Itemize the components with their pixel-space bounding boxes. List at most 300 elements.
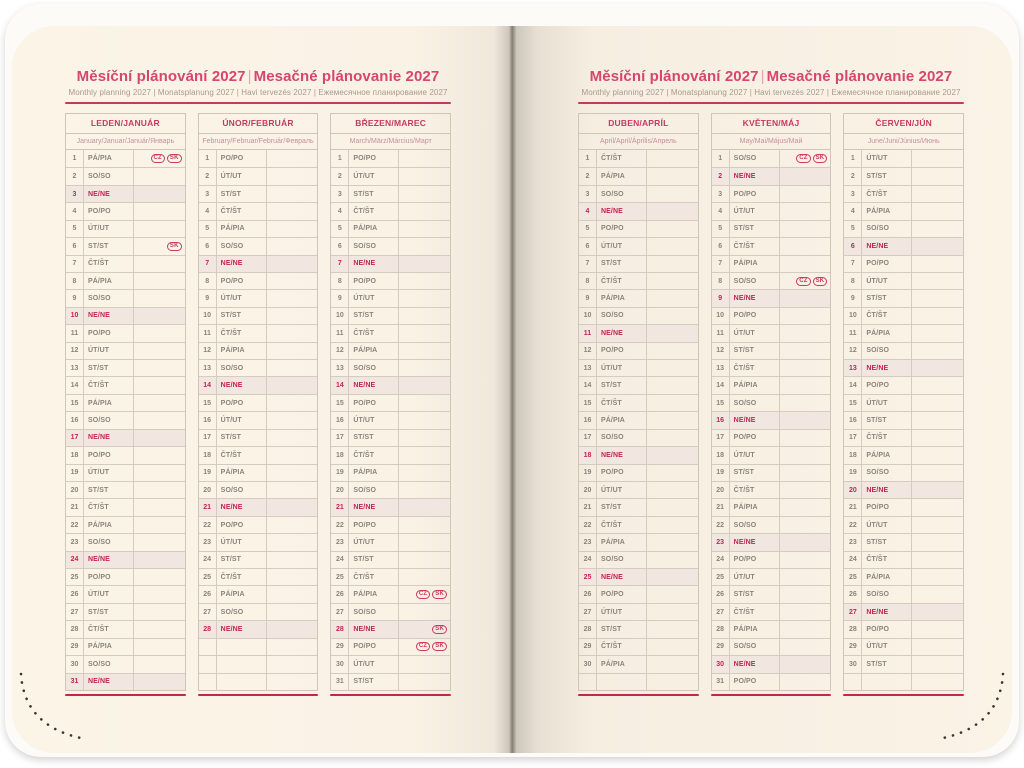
day-abbreviation: NE/NE <box>730 534 780 550</box>
day-number: 14 <box>66 377 84 393</box>
notes-cell <box>912 186 963 202</box>
day-abbreviation: PÁ/PIA <box>597 656 647 672</box>
day-row <box>712 673 831 690</box>
day-row <box>199 429 318 446</box>
day-abbreviation: ÚT/UT <box>217 290 267 306</box>
day-row <box>844 638 963 655</box>
notes-cell <box>647 499 698 515</box>
notes-cell <box>399 325 450 341</box>
day-abbreviation: ČT/ŠT <box>217 569 267 585</box>
month-subtitle: April/April/Április/Апрель <box>579 134 698 150</box>
day-number: 19 <box>199 465 217 481</box>
day-row <box>331 342 450 359</box>
day-row <box>844 324 963 341</box>
day-number: 9 <box>331 290 349 306</box>
day-abbreviation: SO/SO <box>730 395 780 411</box>
day-number: 12 <box>66 343 84 359</box>
day-number: 23 <box>579 534 597 550</box>
day-row <box>66 603 185 620</box>
day-row <box>844 568 963 585</box>
day-row <box>579 429 698 446</box>
day-abbreviation: ÚT/UT <box>84 343 134 359</box>
day-abbreviation: PO/PO <box>84 325 134 341</box>
notes-cell <box>912 238 963 254</box>
day-abbreviation: ÚT/UT <box>217 168 267 184</box>
day-number: 12 <box>844 343 862 359</box>
day-row <box>712 533 831 550</box>
notes-cell <box>267 273 318 289</box>
day-abbreviation: ÚT/UT <box>84 586 134 602</box>
day-number: 27 <box>66 604 84 620</box>
day-number: 1 <box>844 150 862 167</box>
day-number: 17 <box>712 430 730 446</box>
day-abbreviation: NE/NE <box>597 203 647 219</box>
day-number: 4 <box>712 203 730 219</box>
stitch-dots-bottom-right <box>932 672 1010 750</box>
notes-cell <box>267 150 318 167</box>
day-number: 11 <box>199 325 217 341</box>
notes-cell <box>267 377 318 393</box>
notes-cell <box>912 256 963 272</box>
day-abbreviation: NE/NE <box>217 621 267 637</box>
day-abbreviation: ST/ST <box>84 482 134 498</box>
day-abbreviation: ST/ST <box>349 552 399 568</box>
day-row <box>844 533 963 550</box>
day-abbreviation: NE/NE <box>862 238 912 254</box>
notes-cell <box>399 499 450 515</box>
day-abbreviation: PO/PO <box>597 465 647 481</box>
day-number: 4 <box>844 203 862 219</box>
notes-cell <box>267 639 318 655</box>
day-row <box>712 167 831 184</box>
day-number: 5 <box>579 221 597 237</box>
day-row <box>66 655 185 672</box>
day-number: 17 <box>844 430 862 446</box>
day-abbreviation: PO/PO <box>217 150 267 167</box>
day-number: 2 <box>844 168 862 184</box>
day-row <box>199 498 318 515</box>
day-row <box>579 446 698 463</box>
day-number: 10 <box>844 308 862 324</box>
notes-cell <box>647 621 698 637</box>
day-row <box>199 359 318 376</box>
day-number: 4 <box>199 203 217 219</box>
day-number: 28 <box>579 621 597 637</box>
day-number: 29 <box>712 639 730 655</box>
notes-cell <box>912 360 963 376</box>
empty-row <box>579 673 698 690</box>
day-abbreviation: PO/PO <box>597 343 647 359</box>
notes-cell <box>780 552 831 568</box>
day-abbreviation: ČT/ŠT <box>217 203 267 219</box>
notes-cell <box>780 360 831 376</box>
day-row <box>66 446 185 463</box>
empty-row <box>199 655 318 672</box>
day-number: 1 <box>199 150 217 167</box>
notes-cell <box>267 308 318 324</box>
notes-cell <box>912 308 963 324</box>
day-row <box>844 359 963 376</box>
notes-cell <box>267 256 318 272</box>
day-row <box>66 359 185 376</box>
notes-cell <box>647 674 698 690</box>
day-row <box>712 342 831 359</box>
day-number: 26 <box>844 586 862 602</box>
day-row <box>199 620 318 637</box>
holiday-badge-cz: CZ <box>416 590 430 599</box>
day-number: 18 <box>331 447 349 463</box>
notes-cell <box>912 290 963 306</box>
day-number: 27 <box>199 604 217 620</box>
notes-cell <box>780 186 831 202</box>
day-row <box>66 394 185 411</box>
holiday-badge-sk: SK <box>813 154 828 163</box>
day-row <box>712 359 831 376</box>
month-name: LEDEN/JANUÁR <box>66 114 185 134</box>
day-abbreviation: PÁ/PIA <box>84 517 134 533</box>
day-abbreviation: PÁ/PIA <box>862 203 912 219</box>
notes-cell <box>780 150 831 167</box>
day-number: 15 <box>844 395 862 411</box>
day-abbreviation: ST/ST <box>597 377 647 393</box>
day-abbreviation: PÁ/PIA <box>597 534 647 550</box>
notes-cell <box>912 656 963 672</box>
day-number: 8 <box>199 273 217 289</box>
holiday-badge-sk: SK <box>167 154 182 163</box>
day-abbreviation: SO/SO <box>349 360 399 376</box>
day-abbreviation: PÁ/PIA <box>730 377 780 393</box>
day-number: 30 <box>66 656 84 672</box>
day-row <box>66 324 185 341</box>
day-abbreviation: ÚT/UT <box>862 150 912 167</box>
day-abbreviation: NE/NE <box>84 186 134 202</box>
day-number: 16 <box>844 412 862 428</box>
month-day-rows <box>579 150 698 690</box>
day-row <box>844 446 963 463</box>
day-abbreviation: SO/SO <box>730 273 780 289</box>
day-abbreviation: PÁ/PIA <box>349 586 399 602</box>
day-abbreviation: ÚT/UT <box>862 517 912 533</box>
month-table-january <box>65 113 186 696</box>
day-row <box>66 498 185 515</box>
month-day-rows <box>199 150 318 690</box>
day-number: 16 <box>712 412 730 428</box>
holiday-badge-cz: CZ <box>796 154 810 163</box>
notes-cell <box>399 186 450 202</box>
notes-cell <box>134 447 185 463</box>
day-number: 2 <box>579 168 597 184</box>
day-abbreviation: PO/PO <box>862 377 912 393</box>
day-row <box>331 167 450 184</box>
notes-cell <box>780 482 831 498</box>
day-number: 4 <box>331 203 349 219</box>
day-number: 30 <box>331 656 349 672</box>
day-abbreviation: SO/SO <box>349 238 399 254</box>
day-abbreviation: ČT/ŠT <box>730 360 780 376</box>
notes-cell <box>267 552 318 568</box>
day-abbreviation: PO/PO <box>862 499 912 515</box>
day-number <box>199 639 217 655</box>
notes-cell <box>399 360 450 376</box>
day-row <box>66 289 185 306</box>
day-abbreviation: ST/ST <box>730 221 780 237</box>
notes-cell <box>267 238 318 254</box>
day-number: 30 <box>844 656 862 672</box>
day-abbreviation: PO/PO <box>597 586 647 602</box>
notes-cell <box>780 674 831 690</box>
day-number: 18 <box>579 447 597 463</box>
day-row <box>844 429 963 446</box>
day-abbreviation: PO/PO <box>217 395 267 411</box>
day-number: 29 <box>331 639 349 655</box>
day-number: 29 <box>579 639 597 655</box>
day-number: 29 <box>844 639 862 655</box>
day-number: 16 <box>66 412 84 428</box>
day-abbreviation: ČT/ŠT <box>730 238 780 254</box>
day-abbreviation: PÁ/PIA <box>84 639 134 655</box>
day-row <box>66 185 185 202</box>
day-abbreviation: SO/SO <box>349 604 399 620</box>
day-number: 1 <box>579 150 597 167</box>
day-row <box>331 568 450 585</box>
day-row <box>712 394 831 411</box>
day-number: 28 <box>66 621 84 637</box>
day-number: 31 <box>712 674 730 690</box>
notes-cell <box>912 447 963 463</box>
notes-cell <box>267 465 318 481</box>
notes-cell <box>267 430 318 446</box>
notes-cell <box>780 308 831 324</box>
day-row <box>579 150 698 167</box>
day-number: 22 <box>712 517 730 533</box>
month-day-rows <box>712 150 831 690</box>
day-number: 3 <box>66 186 84 202</box>
day-number: 30 <box>579 656 597 672</box>
day-row <box>844 464 963 481</box>
day-number: 27 <box>712 604 730 620</box>
day-number <box>579 674 597 690</box>
notes-cell <box>780 639 831 655</box>
month-table-march <box>330 113 451 696</box>
notes-cell <box>134 430 185 446</box>
day-row <box>579 255 698 272</box>
day-number: 2 <box>66 168 84 184</box>
holiday-badge-sk: SK <box>813 277 828 286</box>
day-number: 7 <box>844 256 862 272</box>
day-row <box>844 394 963 411</box>
day-row <box>199 394 318 411</box>
day-row <box>579 220 698 237</box>
day-abbreviation: ČT/ŠT <box>84 377 134 393</box>
notes-cell <box>399 377 450 393</box>
day-abbreviation: PO/PO <box>597 221 647 237</box>
notes-cell <box>912 465 963 481</box>
day-row <box>579 185 698 202</box>
day-number: 31 <box>66 674 84 690</box>
day-row <box>712 603 831 620</box>
day-row <box>579 638 698 655</box>
day-number: 4 <box>579 203 597 219</box>
day-number: 6 <box>844 238 862 254</box>
notes-cell <box>780 586 831 602</box>
day-abbreviation: NE/NE <box>84 674 134 690</box>
day-row <box>331 429 450 446</box>
notes-cell <box>912 395 963 411</box>
day-row <box>579 655 698 672</box>
day-row <box>66 638 185 655</box>
notes-cell <box>780 534 831 550</box>
day-row <box>331 394 450 411</box>
notes-cell <box>399 343 450 359</box>
day-row <box>199 551 318 568</box>
notes-cell <box>647 552 698 568</box>
day-row <box>712 585 831 602</box>
day-abbreviation: ST/ST <box>349 186 399 202</box>
day-abbreviation: ÚT/UT <box>597 482 647 498</box>
notes-cell <box>912 639 963 655</box>
day-abbreviation <box>862 674 912 690</box>
day-row <box>331 585 450 602</box>
day-abbreviation: ČT/ŠT <box>730 482 780 498</box>
day-abbreviation: SO/SO <box>84 412 134 428</box>
month-name: ČERVEN/JÚN <box>844 114 963 134</box>
notes-cell <box>780 168 831 184</box>
day-row <box>331 237 450 254</box>
day-abbreviation: ČT/ŠT <box>862 308 912 324</box>
day-abbreviation: SO/SO <box>217 482 267 498</box>
day-abbreviation: SO/SO <box>597 186 647 202</box>
notes-cell <box>647 569 698 585</box>
day-abbreviation: PÁ/PIA <box>217 343 267 359</box>
day-abbreviation: ČT/ŠT <box>217 447 267 463</box>
day-number: 20 <box>579 482 597 498</box>
day-row <box>712 620 831 637</box>
day-number: 23 <box>844 534 862 550</box>
notes-cell <box>912 221 963 237</box>
day-abbreviation: SO/SO <box>862 343 912 359</box>
notes-cell <box>780 604 831 620</box>
notes-cell <box>399 517 450 533</box>
notes-cell <box>267 674 318 690</box>
day-abbreviation: NE/NE <box>84 552 134 568</box>
day-abbreviation: ČT/ŠT <box>217 325 267 341</box>
day-row <box>66 255 185 272</box>
notes-cell <box>134 256 185 272</box>
day-row <box>66 464 185 481</box>
day-row <box>579 481 698 498</box>
day-row <box>579 167 698 184</box>
day-abbreviation: ČT/ŠT <box>597 395 647 411</box>
notes-cell <box>780 447 831 463</box>
day-row <box>199 446 318 463</box>
holiday-badge-cz: CZ <box>796 277 810 286</box>
day-row <box>844 585 963 602</box>
notes-cell <box>399 465 450 481</box>
notes-cell <box>912 168 963 184</box>
day-number: 16 <box>579 412 597 428</box>
notes-cell <box>134 604 185 620</box>
day-row <box>844 620 963 637</box>
day-abbreviation: PO/PO <box>217 273 267 289</box>
day-number: 26 <box>331 586 349 602</box>
day-row <box>844 289 963 306</box>
day-abbreviation: PÁ/PIA <box>349 465 399 481</box>
day-number: 24 <box>844 552 862 568</box>
day-number: 3 <box>712 186 730 202</box>
day-number: 8 <box>66 273 84 289</box>
day-row <box>844 150 963 167</box>
day-row <box>66 533 185 550</box>
day-row <box>712 255 831 272</box>
month-name: BŘEZEN/MAREC <box>331 114 450 134</box>
day-number: 30 <box>712 656 730 672</box>
day-number: 24 <box>199 552 217 568</box>
notes-cell <box>647 273 698 289</box>
notes-cell <box>912 325 963 341</box>
day-abbreviation: SO/SO <box>84 534 134 550</box>
day-number: 11 <box>712 325 730 341</box>
day-row <box>331 220 450 237</box>
day-abbreviation: NE/NE <box>217 377 267 393</box>
day-number: 9 <box>579 290 597 306</box>
day-row <box>331 446 450 463</box>
day-number: 13 <box>66 360 84 376</box>
day-row <box>844 655 963 672</box>
day-abbreviation: ST/ST <box>862 168 912 184</box>
day-abbreviation: SO/SO <box>217 360 267 376</box>
notes-cell <box>647 430 698 446</box>
notes-cell <box>399 290 450 306</box>
day-row <box>844 411 963 428</box>
day-abbreviation: NE/NE <box>349 377 399 393</box>
day-number: 10 <box>331 308 349 324</box>
notes-cell <box>780 325 831 341</box>
day-row <box>199 307 318 324</box>
notes-cell <box>912 517 963 533</box>
day-row <box>579 394 698 411</box>
day-number: 27 <box>331 604 349 620</box>
day-row <box>199 220 318 237</box>
day-number: 22 <box>199 517 217 533</box>
day-abbreviation: SO/SO <box>84 656 134 672</box>
notes-cell <box>267 656 318 672</box>
day-abbreviation: ST/ST <box>217 430 267 446</box>
month-table-june <box>843 113 964 696</box>
notes-cell <box>647 221 698 237</box>
header-rule <box>578 102 964 104</box>
day-number: 25 <box>199 569 217 585</box>
day-abbreviation: ÚT/UT <box>597 604 647 620</box>
day-abbreviation: SO/SO <box>217 238 267 254</box>
day-abbreviation: NE/NE <box>730 290 780 306</box>
day-row <box>66 411 185 428</box>
day-number: 3 <box>844 186 862 202</box>
day-abbreviation: ST/ST <box>730 586 780 602</box>
day-row <box>712 324 831 341</box>
notes-cell <box>912 482 963 498</box>
day-row <box>331 498 450 515</box>
day-row <box>331 307 450 324</box>
day-abbreviation: ÚT/UT <box>730 569 780 585</box>
day-number: 9 <box>199 290 217 306</box>
day-abbreviation: SO/SO <box>862 221 912 237</box>
notes-cell <box>267 203 318 219</box>
notes-cell <box>134 186 185 202</box>
notes-cell <box>134 621 185 637</box>
notes-cell <box>780 569 831 585</box>
month-underline <box>578 694 699 696</box>
notes-cell <box>399 482 450 498</box>
